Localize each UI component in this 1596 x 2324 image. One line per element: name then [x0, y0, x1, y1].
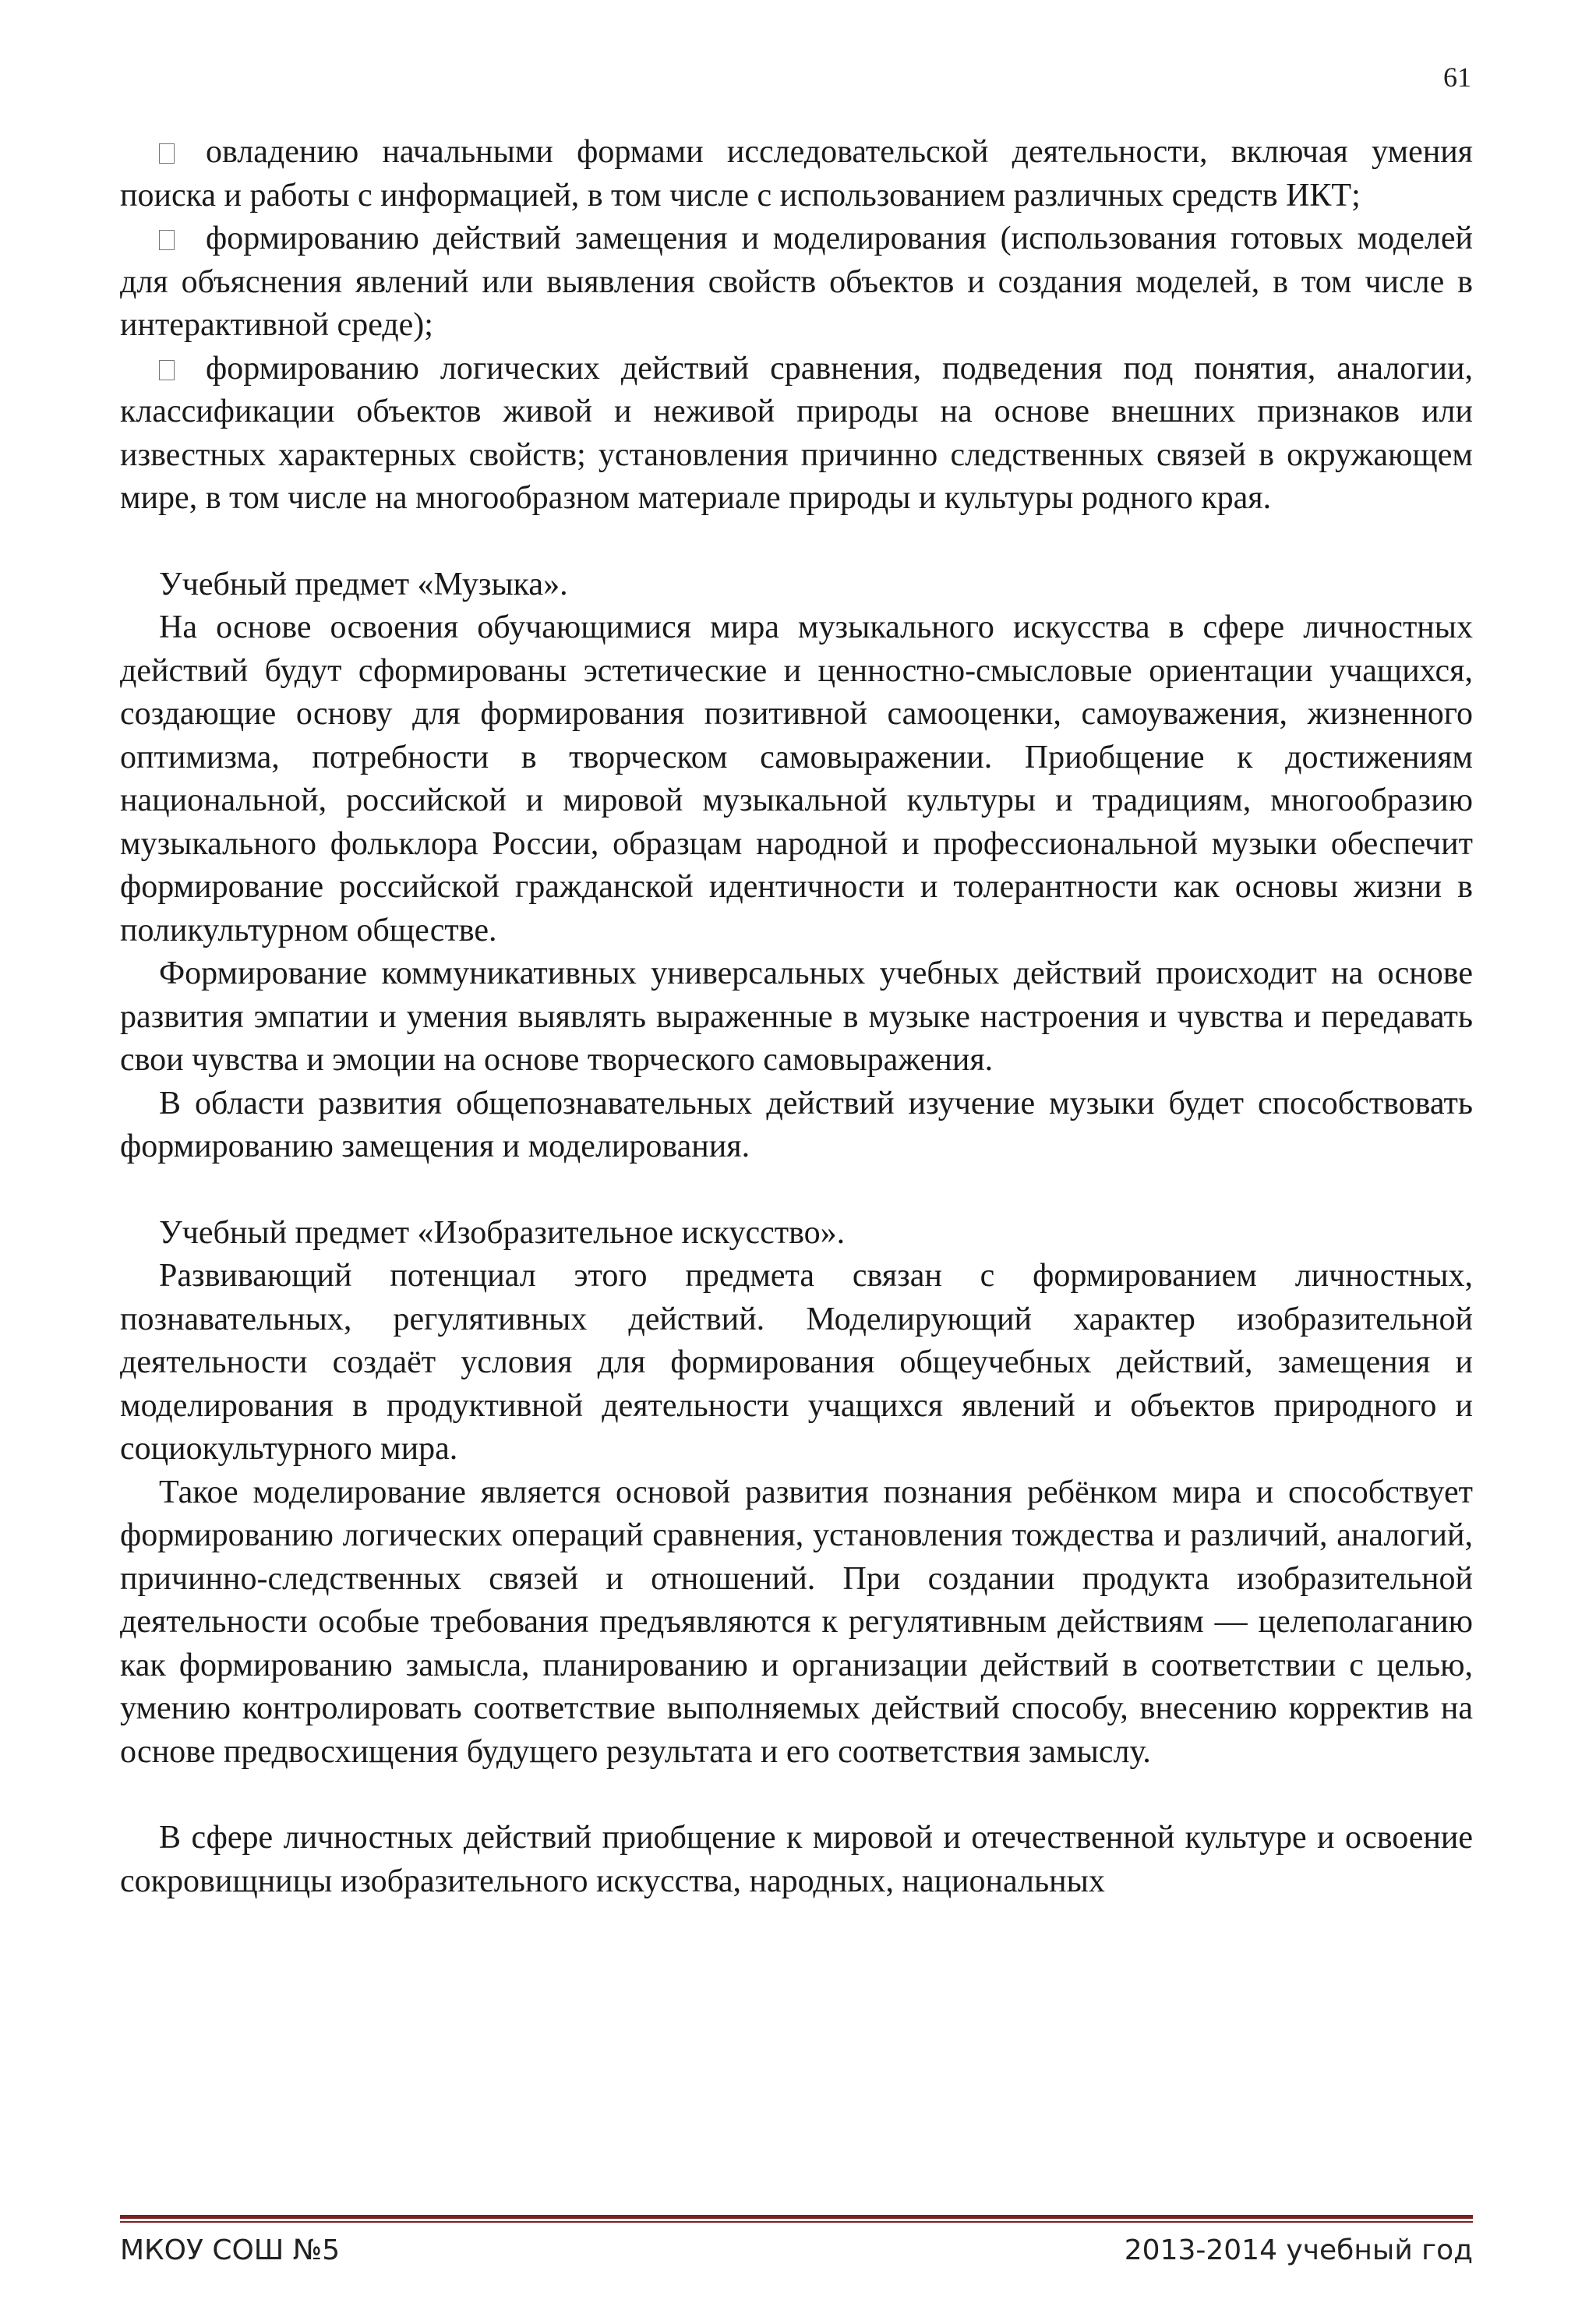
bullet-text: овладению начальными формами исследовательской деятельности, включая умения поиска и работы с информацией, в том числе с использованием различных средств ИКТ;: [120, 134, 1473, 214]
bullet-item: [120, 217, 1473, 348]
bullet-text: формированию действий замещения и моделирования (использования готовых моделей для объяснения явлений или выявления свойств объектов и создания моделей, в том числе в интерактивной среде);: [120, 221, 1473, 343]
music-paragraph: Формирование коммуникативных универсальных учебных действий происходит на основе развития эмпатии и умения выявлять выраженные в музыке настроения и чувства и передавать свои чувства и эмоции на основе творческого самовыражения.: [120, 955, 1473, 1078]
footer-divider: [120, 2215, 1473, 2219]
bullet-box-icon: [159, 143, 175, 164]
bullet-box-icon: [159, 230, 175, 250]
footer-school-year: 2013-2014 учебный год: [1124, 2234, 1473, 2266]
footer-school-name: МКОУ СОШ №5: [120, 2234, 341, 2266]
section-heading-music: Учебный предмет «Музыка».: [159, 566, 568, 602]
music-paragraph: В области развития общепознавательных действий изучение музыки будет способствовать формированию замещения и моделирования.: [120, 1085, 1473, 1164]
bullet-box-icon: [159, 360, 175, 380]
music-paragraph: На основе освоения обучающимися мира музыкального искусства в сфере личностных действий будут сформированы эстетические и ценностно-смысловые ориентации учащихся, создающие основу для формирования позитивной самооценки, самоуважения, жизненного оптимизма, потребности в творческом самовыражении. Приобщение к достижениям национальной, российской и мировой музыкальной культуры и традициям, многообразию музыкального фольклора России, образцам народной и профессиональной музыки обеспечит формирование российской гражданской идентичности и толерантности как основы жизни в поликультурном обществе.: [120, 609, 1473, 948]
page-number: 61: [1443, 62, 1471, 93]
spacer: [120, 1774, 1473, 1817]
bullet-item: [120, 348, 1473, 521]
page-body: [120, 131, 1473, 1903]
art-paragraph: Развивающий потенциал этого предмета связан с формированием личностных, познавательных, регулятивных действий. Моделирующий характер изобразительной деятельности создаёт условия для формирования общеучебных действий, замещения и моделирования в продуктивной деятельности учащихся явлений и объектов природного и социокультурного мира.: [120, 1258, 1473, 1467]
section-heading-art: Учебный предмет «Изобразительное искусство».: [159, 1214, 846, 1251]
final-paragraph: В сфере личностных действий приобщение к мировой и отечественной культуре и освоение сокровищницы изобразительного искусства, народных, национальных: [120, 1820, 1473, 1899]
footer-divider-thin: [120, 2221, 1473, 2223]
art-paragraph: Такое моделирование является основой развития познания ребёнком мира и способствует формированию логических операций сравнения, установления тождества и различий, аналогий, причинно-следственных связей и отношений. При создании продукта изобразительной деятельности особые требования предъявляются к регулятивным действиям — целеполаганию как формированию замысла, планированию и организации действий в соответствии с целью, умению контролировать соответствие выполняемых действий способу, внесению корректив на основе предвосхищения будущего результата и его соответствия замыслу.: [120, 1474, 1473, 1770]
bullet-text: формированию логических действий сравнения, подведения под понятия, аналогии, классификации объектов живой и неживой природы на основе внешних признаков или известных характерных свойств; установления причинно следственных связей в окружающем мире, в том числе на многообразном материале природы и культуры родного края.: [120, 350, 1473, 516]
spacer: [120, 1169, 1473, 1212]
spacer: [120, 521, 1473, 563]
bullet-item: [120, 131, 1473, 217]
